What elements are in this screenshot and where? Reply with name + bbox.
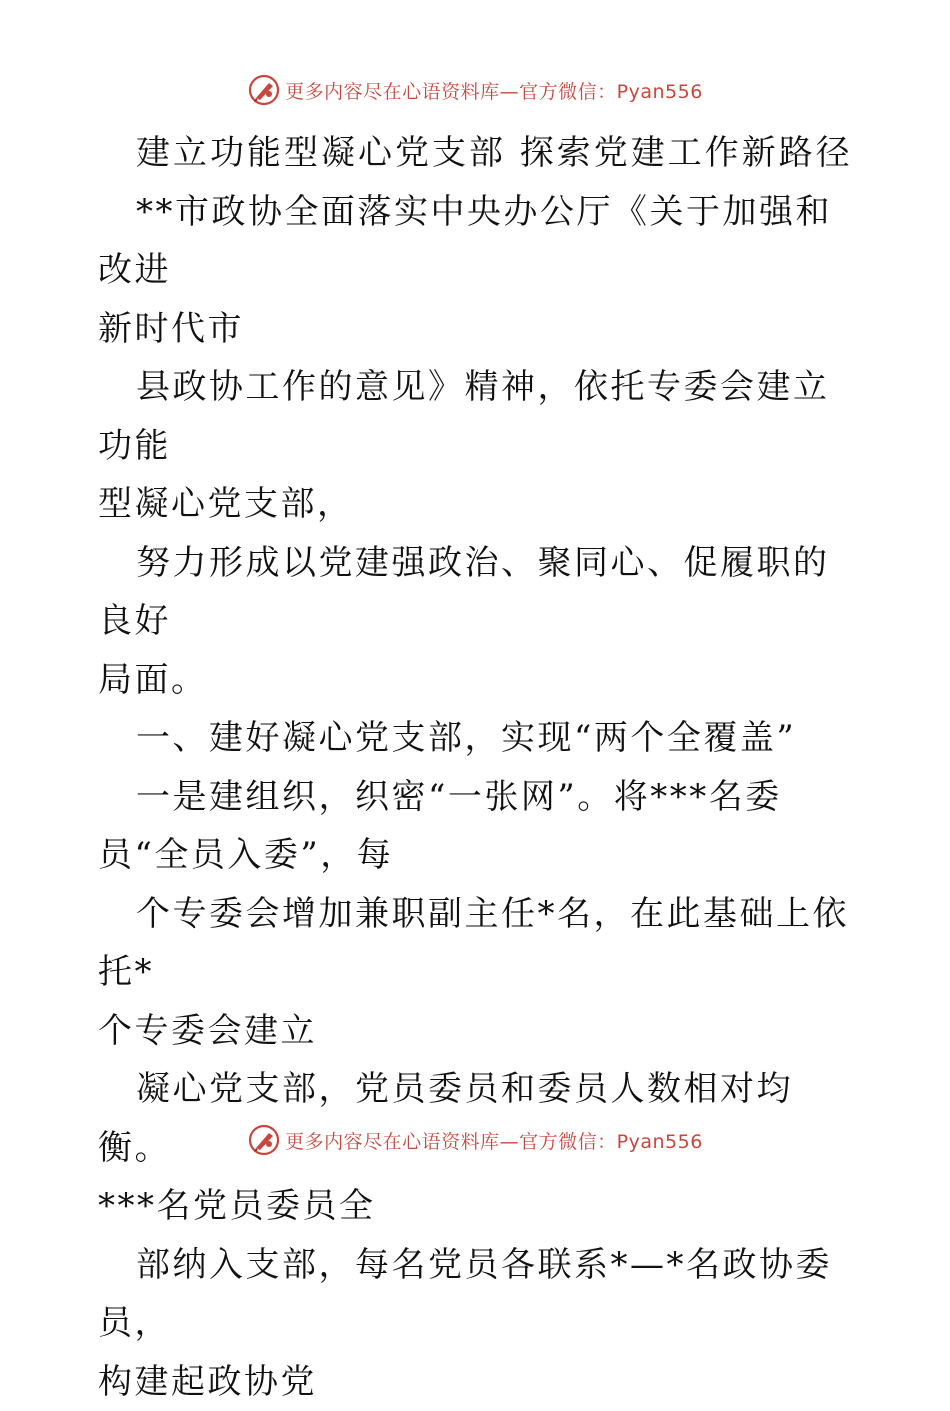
text-line: 部纳入支部，每名党员各联系*—*名政协委员， bbox=[98, 1236, 858, 1353]
text-line: 局面。 bbox=[98, 651, 858, 710]
text-line: 构建起政协党 bbox=[98, 1353, 858, 1411]
watermark-text: 更多内容尽在心语资料库—官方微信：Pyan556 bbox=[285, 77, 703, 104]
text-line: 县政协工作的意见》精神，依托专委会建立功能 bbox=[98, 358, 858, 475]
text-line: 型凝心党支部， bbox=[98, 475, 858, 534]
text-line: 一、建好凝心党支部，实现“两个全覆盖” bbox=[98, 709, 858, 768]
text-line: 个专委会增加兼职副主任*名，在此基础上依托* bbox=[98, 885, 858, 1002]
footer-watermark-banner bbox=[0, 1122, 950, 1158]
watermark-text: 更多内容尽在心语资料库—官方微信：Pyan556 bbox=[285, 1127, 703, 1154]
text-line: **市政协全面落实中央办公厅《关于加强和改进 bbox=[98, 183, 858, 300]
text-line: 员“全员入委”，每 bbox=[98, 826, 858, 885]
document-title: 建立功能型凝心党支部 探索党建工作新路径 bbox=[98, 124, 858, 183]
text-line: 一是建组织，织密“一张网”。将***名委 bbox=[98, 768, 858, 827]
text-line: 凝心党支部，党员委员和委员人数相对均衡。 bbox=[98, 1060, 858, 1177]
text-line: 新时代市 bbox=[98, 300, 858, 359]
header-watermark-banner bbox=[0, 72, 950, 108]
text-line: 努力形成以党建强政治、聚同心、促履职的良好 bbox=[98, 534, 858, 651]
document-body bbox=[98, 124, 858, 1411]
pen-logo-icon bbox=[247, 1123, 281, 1157]
text-line: ***名党员委员全 bbox=[98, 1177, 858, 1236]
text-line: 个专委会建立 bbox=[98, 1002, 858, 1061]
paragraph-lines bbox=[98, 183, 858, 1411]
pen-logo-icon bbox=[247, 73, 281, 107]
